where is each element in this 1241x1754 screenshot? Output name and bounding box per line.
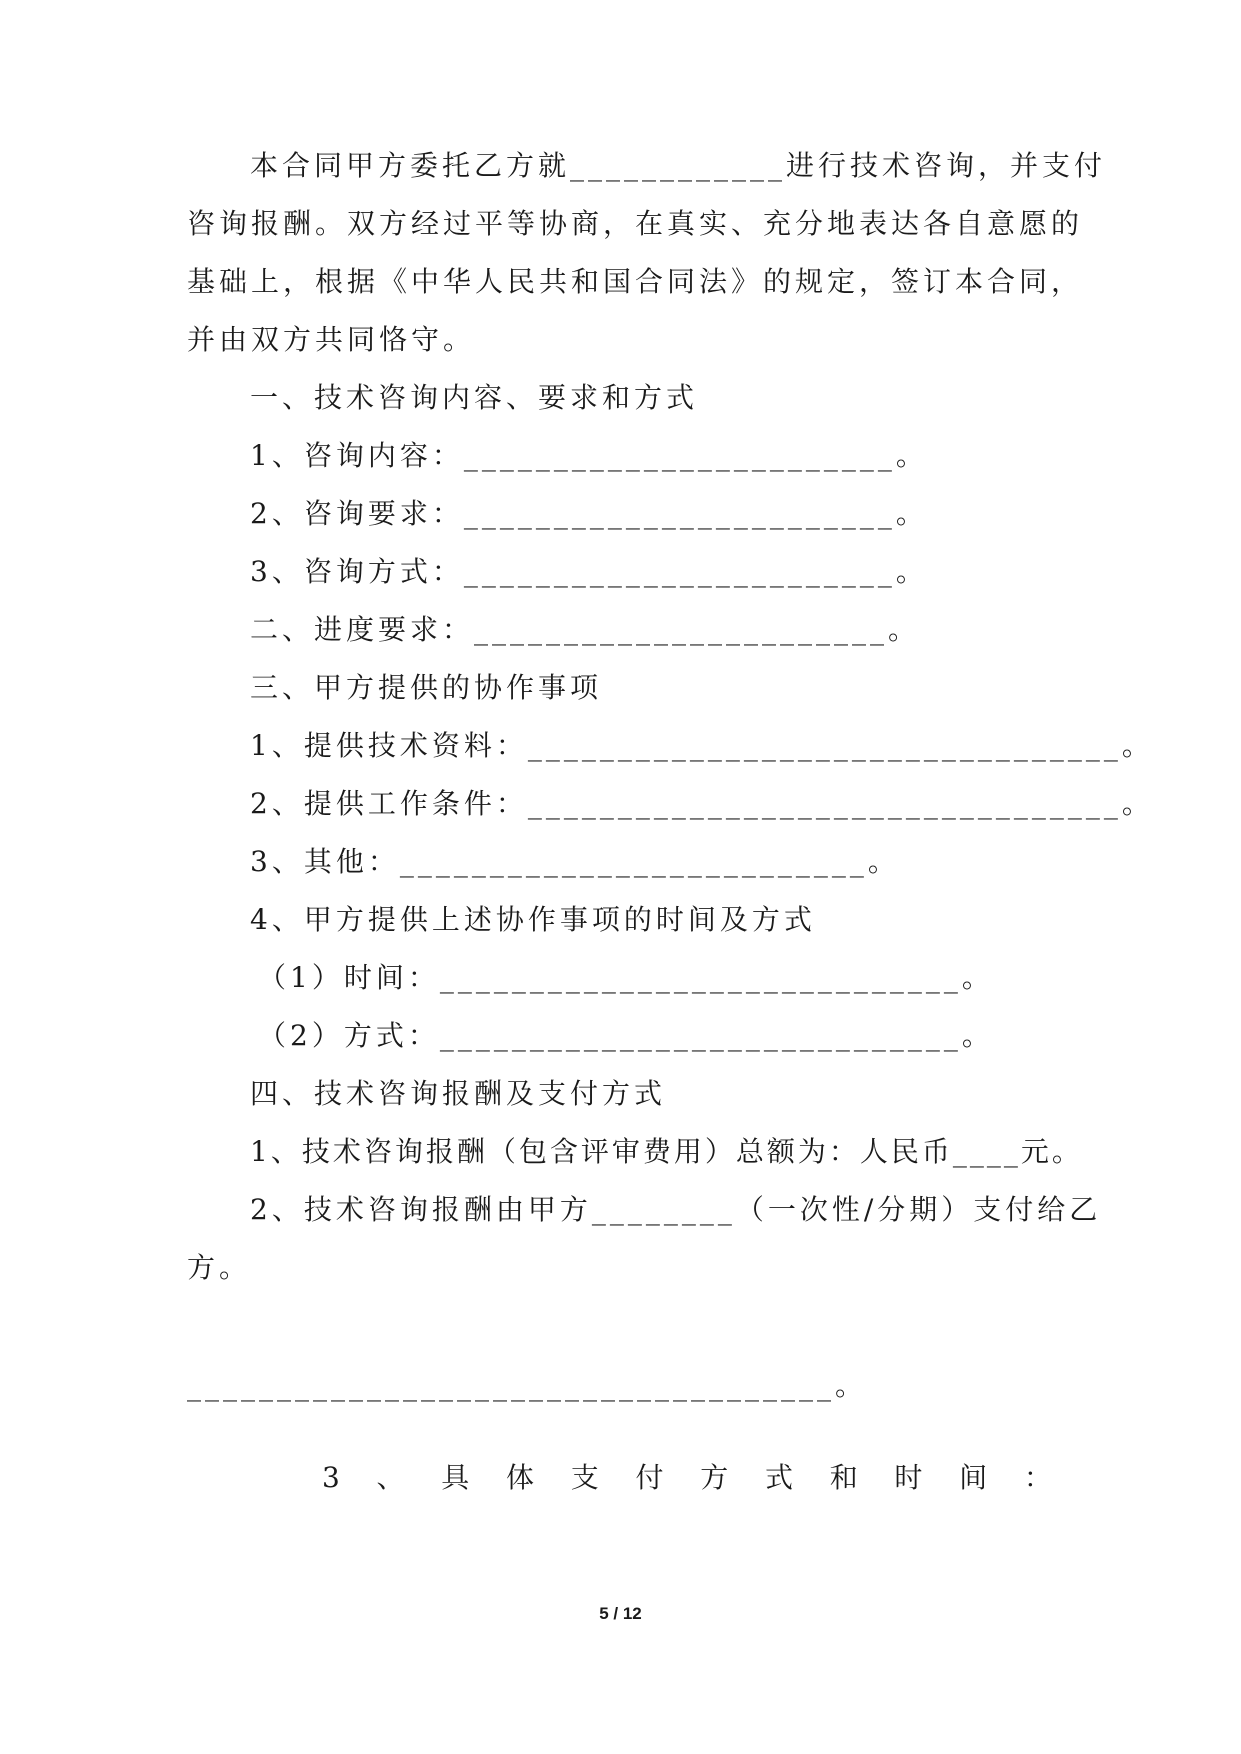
label: 2、咨询要求： [250,497,464,530]
section-3-heading: 三、甲方提供的协作事项 [250,671,603,704]
item-payment-schedule [322,1458,1052,1498]
period: 。 [1121,787,1154,820]
intro-line-1 [250,146,1107,186]
justified-char: 间 [959,1461,988,1494]
label: 1、提供技术资料： [250,729,528,762]
item-tech-materials [250,726,1154,766]
justified-char: 支 [570,1461,599,1494]
fill-blank: ____ [952,1135,1021,1168]
justified-char: 3 [322,1461,340,1494]
label-end: 元。 [1020,1135,1083,1168]
period: 。 [835,1369,868,1402]
label: 1、咨询内容： [250,439,464,472]
fill-blank: _______________________ [474,613,889,646]
label-end: （一次性/分期）支付给乙 [735,1193,1102,1226]
section-2-progress [250,610,1067,650]
justified-char: 时 [894,1461,923,1494]
intro-line-2: 咨询报酬。双方经过平等协商，在真实、充分地表达各自意愿的 [187,207,1084,240]
item-time-and-method-heading: 4、甲方提供上述协作事项的时间及方式 [250,903,816,936]
justified-char: ： [1023,1461,1052,1494]
period: 。 [961,1019,994,1052]
fill-blank: ________ [591,1193,736,1226]
justified-char: 方 [700,1461,729,1494]
period: 。 [1121,729,1154,762]
fill-blank: _____________________________ [439,961,962,994]
fill-blank: __________________________ [399,845,868,878]
label: 3、咨询方式： [250,555,464,588]
period: 。 [895,497,928,530]
label: 2、技术咨询报酬由甲方 [250,1193,592,1226]
fill-blank: _____________________________ [439,1019,962,1052]
section-4-heading: 四、技术咨询报酬及支付方式 [250,1077,667,1110]
fill-blank: _________________________________ [527,787,1122,820]
fill-blank: ________________________ [463,439,896,472]
justified-char: 体 [506,1461,535,1494]
period: 。 [895,439,928,472]
item-total-fee [250,1132,1083,1172]
label: 3、其他： [250,845,400,878]
item-other [250,842,1067,882]
label: 1、技术咨询报酬（包含评审费用）总额为：人民币 [250,1135,953,1168]
intro-line-4: 并由双方共同恪守。 [187,323,476,356]
item-method [258,1016,1067,1056]
fill-blank: _________________________________ [527,729,1122,762]
fill-blank: ________________________ [463,497,896,530]
item-payment-method-cont: 方。 [187,1251,252,1284]
period: 。 [888,613,921,646]
consult-subject-blank: ____________ [570,149,787,182]
item-consult-method [250,552,1067,592]
justified-char: 付 [635,1461,664,1494]
fill-blank: ____________________________________ [187,1369,835,1402]
label: 2、提供工作条件： [250,787,528,820]
intro-text: 本合同甲方委托乙方就 [250,149,571,182]
justified-char: 式 [764,1461,793,1494]
item-payment-method [250,1190,1102,1230]
intro-text-end: 进行技术咨询，并支付 [786,149,1107,182]
fill-blank: ________________________ [463,555,896,588]
payment-schedule-blank-line [187,1366,1067,1406]
item-time [258,958,1067,998]
justified-char: 、 [376,1461,405,1494]
justified-char: 和 [829,1461,858,1494]
period: 。 [895,555,928,588]
justified-char: 具 [441,1461,470,1494]
page-number: 5 / 12 [599,1604,642,1623]
item-work-conditions [250,784,1154,824]
item-consult-requirement [250,494,1067,534]
label: （2）方式： [258,1019,440,1052]
period: 。 [867,845,900,878]
intro-line-3: 基础上，根据《中华人民共和国合同法》的规定，签订本合同， [187,265,1084,298]
period: 。 [961,961,994,994]
item-consult-content [250,436,1067,476]
label: （1）时间： [258,961,440,994]
label: 二、进度要求： [250,613,475,646]
section-1-heading: 一、技术咨询内容、要求和方式 [250,381,699,414]
